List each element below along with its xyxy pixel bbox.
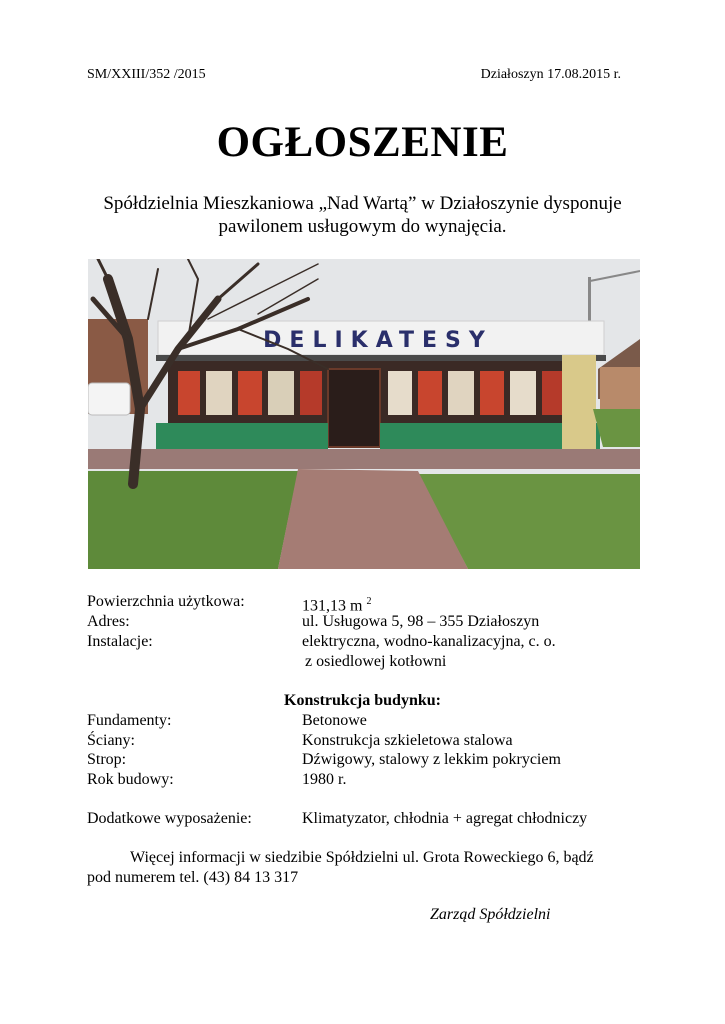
year-label: Rok budowy: (87, 771, 174, 788)
pavilion-photo-illustration (88, 259, 640, 569)
construction-heading: Konstrukcja budynku: (284, 692, 441, 709)
roof-edge (156, 355, 606, 361)
installations-value-1: elektryczna, wodno-kanalizacyjna, c. o. (302, 633, 556, 650)
ceiling-label: Strop: (87, 751, 127, 768)
intro-line-1: Spółdzielnia Mieszkaniowa „Nad Wartą” w Działoszynie dysponuje (103, 193, 622, 214)
area-number: 131,13 m (302, 597, 363, 615)
installations-label: Instalacje: (87, 633, 153, 650)
equipment-label: Dodatkowe wyposażenie: (87, 810, 252, 827)
intro-line-2: pawilonem usługowym do wynajęcia. (218, 216, 507, 237)
contact-info-line-2: pod numerem tel. (43) 84 13 317 (87, 869, 299, 886)
house-wall (600, 367, 640, 412)
equipment-value: Klimatyzator, chłodnia + agregat chłodniczy (302, 810, 588, 827)
contact-info-line-1: Więcej informacji w siedzibie Spółdzielni ul. Grota Roweckiego 6, bądź (130, 849, 594, 866)
shop-door (328, 369, 380, 447)
installations-value-2: z osiedlowej kotłowni (305, 653, 447, 670)
van (88, 383, 130, 415)
signature: Zarząd Spółdzielni (430, 906, 551, 923)
area-label: Powierzchnia użytkowa: (87, 593, 245, 610)
foundation-label: Fundamenty: (87, 712, 172, 729)
document-reference: SM/XXIII/352 /2015 (87, 67, 206, 82)
shop-sign-text: DELIKATESY (263, 328, 493, 353)
place-and-date: Działoszyn 17.08.2015 r. (480, 67, 621, 82)
pavilion-photo (88, 259, 640, 569)
intro-paragraph (60, 192, 665, 238)
foundation-value: Betonowe (302, 712, 367, 729)
side-wall (562, 355, 596, 449)
page-title: OGŁOSZENIE (216, 119, 509, 166)
walls-value: Konstrukcja szkieletowa stalowa (302, 732, 513, 749)
sidewalk (88, 449, 640, 469)
address-label: Adres: (87, 613, 130, 630)
walls-label: Ściany: (87, 732, 135, 749)
ceiling-value: Dźwigowy, stalowy z lekkim pokryciem (302, 751, 561, 768)
address-value: ul. Usługowa 5, 98 – 355 Działoszyn (302, 613, 540, 630)
grass-left (88, 471, 298, 569)
area-unit-superscript: 2 (366, 596, 372, 607)
year-value: 1980 r. (302, 771, 347, 788)
contact-info (87, 848, 639, 888)
green-wall-left (156, 423, 328, 449)
